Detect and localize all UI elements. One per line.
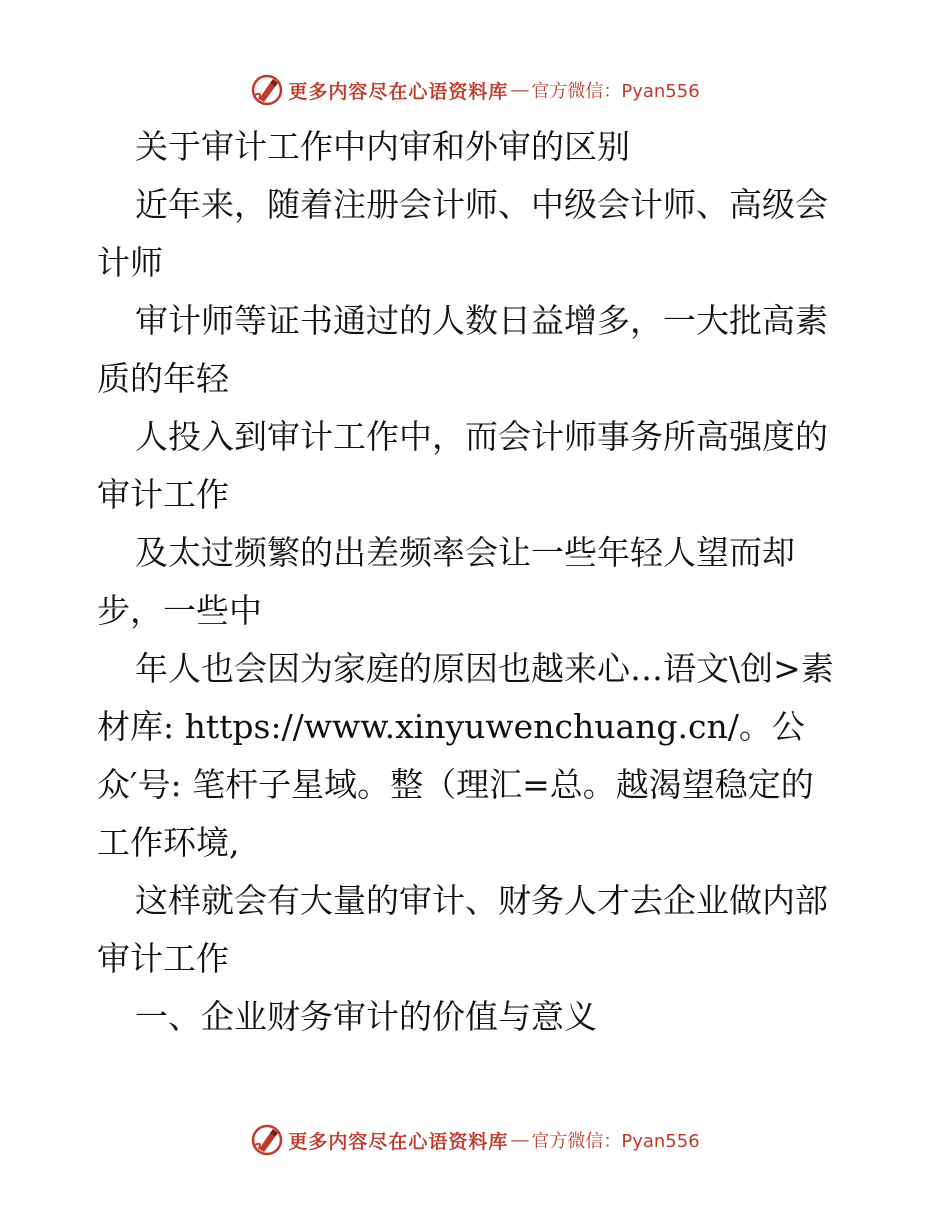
banner-site-text: 更多内容尽在心语资料库 [288,1130,509,1153]
text-line: 质的年轻 [97,359,229,398]
banner-wechat-text: 官方微信：Pyan556 [531,81,700,102]
text-line: 众′号: 笔杆子星域。整（理汇=总。越渴望稳定的 [97,765,814,804]
banner-wechat-text: 官方微信：Pyan556 [531,1131,700,1152]
text-line: 工作环境, [97,823,240,862]
header-banner [0,70,950,110]
pen-logo-icon [250,1123,284,1157]
banner-dash: — [510,1129,530,1151]
banner-site-text: 更多内容尽在心语资料库 [288,80,509,103]
text-line: 近年来，随着注册会计师、中级会计师、高级会 [135,185,828,224]
text-line: 及太过频繁的出差频率会让一些年轻人望而却 [135,533,795,572]
text-line: 一、企业财务审计的价值与意义 [135,997,597,1036]
document-body [97,118,867,1046]
text-line: 审计师等证书通过的人数日益增多，一大批高素 [135,301,828,340]
text-line: 关于审计工作中内审和外审的区别 [135,127,630,166]
text-line: 步，一些中 [97,591,262,630]
footer-banner [0,1120,950,1160]
text-line: 审计工作 [97,939,229,978]
text-line: 年人也会因为家庭的原因也越来心…语文\创>素 [135,649,834,688]
text-line: 审计工作 [97,475,229,514]
banner-dash: — [510,79,530,101]
text-line: 材库: https://www.xinyuwenchuang.cn/。公 [97,707,805,746]
text-line: 计师 [97,243,163,282]
text-line: 这样就会有大量的审计、财务人才去企业做内部 [135,881,828,920]
text-line: 人投入到审计工作中，而会计师事务所高强度的 [135,417,828,456]
pen-logo-icon [250,73,284,107]
